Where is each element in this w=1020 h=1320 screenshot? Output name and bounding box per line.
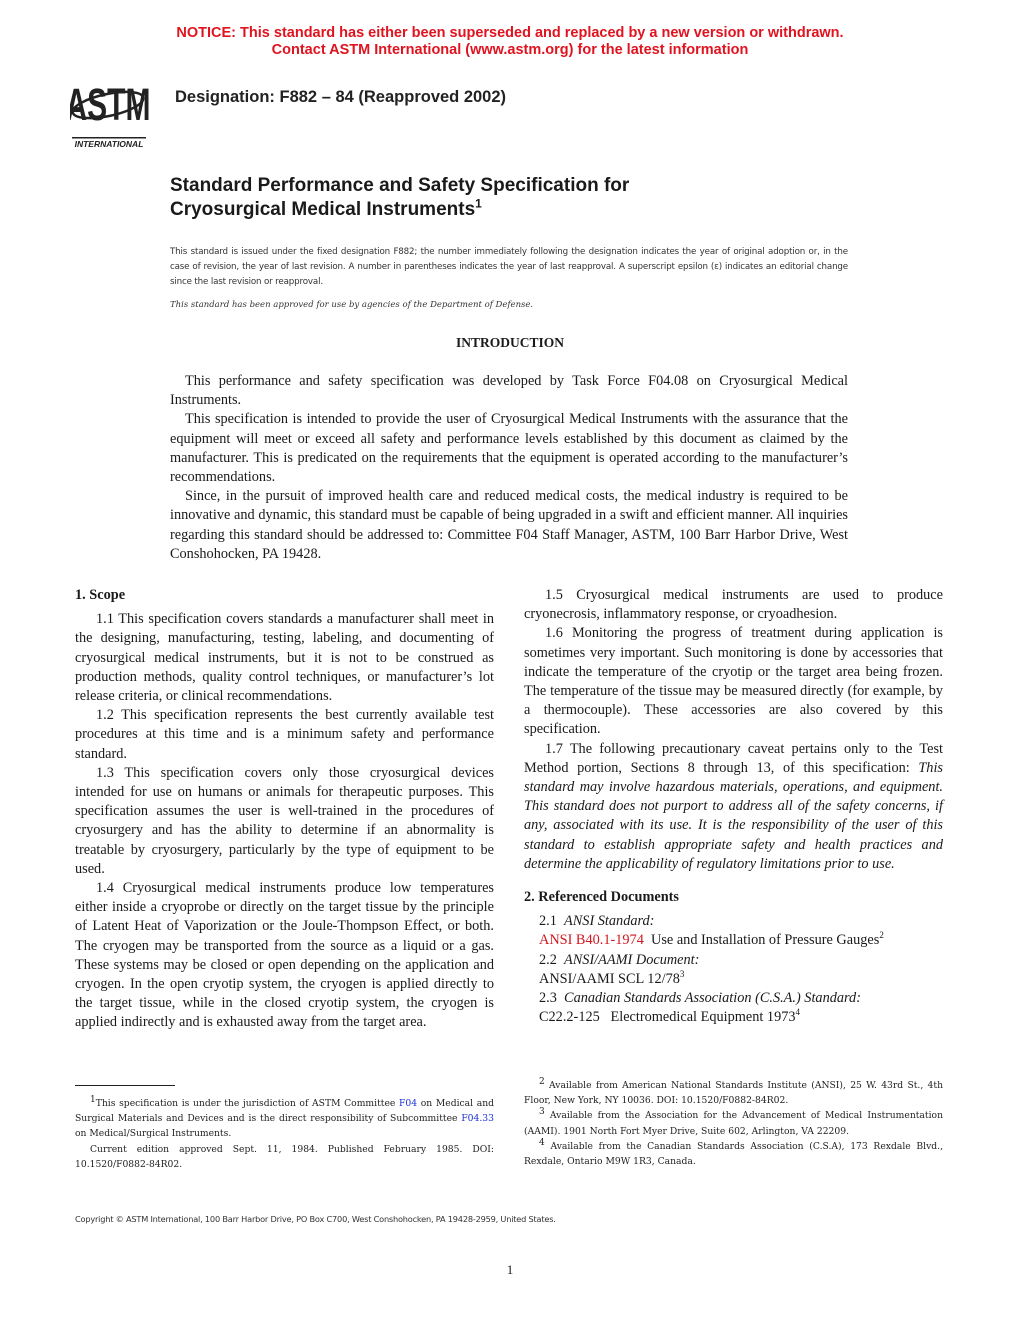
clause-1-5: 1.5 Cryosurgical medical instruments are used to produce cryonecrosis, inflammatory response, or cryoadhesion. bbox=[524, 587, 943, 623]
intro-paragraph: Since, in the pursuit of improved health care and reduced medical costs, the medical industry is required to be innovative and dynamic, this standard must be capable of being upgraded in a swift and efficient manner. All inquiries regarding this standard should be addressed to: Committee F04 Staff Manager, ASTM, 100 Barr Harbor Drive, West Conshohocken, PA 19428. bbox=[170, 488, 848, 562]
notice-line-1: NOTICE: This standard has either been superseded and replaced by a new version or withdrawn. bbox=[176, 25, 844, 41]
intro-paragraph: This specification is intended to provide the user of Cryosurgical Medical Instruments with the assurance that the equipment will meet or exceed all safety and performance levels established by this document as claimed by the manufacturer. This is predicated on the requirements that the equipment is operated according to the manufacturer’s recommendations. bbox=[170, 411, 848, 486]
issuance-note: This standard is issued under the fixed designation F882; the number immediately following the designation indicates the year of original adoption or, in the case of revision, the year of last revision. A number in parentheses indicates the year of last reapproval. A superscript epsilon (ε) indicates an editorial change since the last revision or reapproval. bbox=[170, 247, 848, 287]
ref-ansi-b40: ANSI B40.1-1974 Use and Installation of Pressure Gauges$^2$ bbox=[539, 930, 884, 949]
ref-2-2-label: 2.2 ANSI/AAMI Document: bbox=[539, 951, 700, 968]
svg-text:INTERNATIONAL: INTERNATIONAL bbox=[74, 139, 144, 149]
title-line-1: Standard Performance and Safety Specification for bbox=[170, 175, 630, 196]
page-number: 1 bbox=[506, 1262, 514, 1277]
footnote-4: $^4$ Available from the Canadian Standards Association (C.S.A), 173 Rexdale Blvd., Rexdale, Ontario M9W 1R3, Canada. bbox=[524, 1137, 943, 1168]
dod-approval-note: This standard has been approved for use by agencies of the Department of Defense. bbox=[170, 300, 534, 310]
section-referenced-heading: 2. Referenced Documents bbox=[524, 889, 679, 906]
ref-2-1-label: 2.1 ANSI Standard: bbox=[539, 913, 655, 930]
clause-1-2: 1.2 This specification represents the best currently available test procedures at this time and is a minimum safety and performance standard. bbox=[75, 707, 494, 762]
clause-1-7: 1.7 The following precautionary caveat pertains only to the Test Method portion, Sections 8 through 13, of this specification: This standard may involve hazardous materials, operations, and equipment. This standard does not purport to address all of the safety concerns, if any, associated with its use. It is the responsibility of the user of this standard to establish appropriate safety and health practices and determine the applicability of regulatory limitations prior to use. bbox=[524, 740, 943, 872]
astm-logo bbox=[70, 75, 160, 150]
notice-line-2: Contact ASTM International (www.astm.org) for the latest information bbox=[271, 42, 749, 58]
subcommittee-f04-33-link[interactable]: F04.33 bbox=[461, 1113, 494, 1125]
left-column bbox=[75, 586, 494, 1033]
astm-logo-icon bbox=[70, 75, 160, 150]
ref-2-3-label: 2.3 Canadian Standards Association (C.S.A.) Standard: bbox=[539, 990, 861, 1007]
designation: Designation: F882 – 84 (Reapproved 2002) bbox=[175, 88, 507, 106]
clause-1-1: 1.1 This specification covers standards a manufacturer shall meet in the designing, manufacturing, testing, labeling, and documenting of cryosurgical medical instruments, but it is not to be construed as production methods, quality control techniques, or manufacturer’s lot release criteria, or clinical recommendations. bbox=[75, 611, 494, 705]
footnote-1: $^1$This specification is under the jurisdiction of ASTM Committee F04 on Medical and Surgical Materials and Devices and is the direct responsibility of Subcommittee F04.33 on Medical/Surgical Instruments. bbox=[75, 1094, 495, 1140]
footnote-2: $^2$ Available from American National Standards Institute (ANSI), 25 W. 43rd St., 4th Floor, New York, NY 10036. DOI: 10.1520/F0882-84R02. bbox=[524, 1076, 943, 1107]
edition-note: Current edition approved Sept. 11, 1984. Published February 1985. DOI: 10.1520/F0882-84R02. bbox=[75, 1143, 494, 1170]
copyright-notice: Copyright © ASTM International, 100 Barr Harbor Drive, PO Box C700, West Conshohocken, PA 19428-2959, United States. bbox=[75, 1214, 556, 1224]
svg-text:ASTM: ASTM bbox=[70, 79, 151, 131]
safety-caveat: This standard may involve hazardous materials, operations, and equipment. This standard does not purport to address all of the safety concerns, if any, associated with its use. It is the responsibility of the user of this standard to establish appropriate safety and health practices and determine the applicability of regulatory limitations prior to use. bbox=[524, 759, 943, 872]
document-title bbox=[170, 174, 629, 222]
intro-paragraph: This performance and safety specification was developed by Task Force F04.08 on Cryosurgical Medical Instruments. bbox=[170, 373, 848, 409]
introduction-body bbox=[170, 372, 848, 564]
ref-aami-scl: ANSI/AAMI SCL $12/78^3$ bbox=[539, 969, 685, 987]
footnotes-left bbox=[75, 1096, 494, 1172]
section-scope-heading: 1. Scope bbox=[75, 587, 126, 603]
clause-1-4: 1.4 Cryosurgical medical instruments produce low temperatures either inside a cryoprobe or directly on the target tissue by the principle of Latent Heat of Vaporization or the Joule-Thompson Effect, or both. The cryogen may be transported from the source as a liquid or a gas. These systems may be closed or open depending on the application and cryogen. In the open cryotip system, the cryogen is applied directly to the target tissue, while in the closed cryotip system, the cryogen is applied indirectly and is exhausted away from the target area. bbox=[75, 880, 494, 1031]
committee-f04-link[interactable]: F04 bbox=[399, 1098, 418, 1109]
footnote-divider bbox=[75, 1085, 175, 1086]
ref-csa-c22: C22.2-125 Electromedical Equipment 1973$^4$ bbox=[539, 1007, 801, 1026]
withdrawal-notice bbox=[0, 25, 1020, 59]
ansi-b40-link[interactable]: ANSI B40.1-1974 bbox=[539, 932, 644, 949]
right-column bbox=[524, 586, 943, 1027]
clause-1-3: 1.3 This specification covers only those cryosurgical devices intended for use on humans or animals for therapeutic purposes. This specification assumes the user is well-trained in the procedures of cryosurgery and has the ability to determine if an abnormality is treatable by cryosurgery, particularly by the type of equipment to be used. bbox=[75, 764, 494, 877]
footnotes-right bbox=[524, 1078, 943, 1169]
title-line-2: Cryosurgical Medical Instruments$^1$ bbox=[170, 196, 482, 220]
clause-1-6: 1.6 Monitoring the progress of treatment during application is sometimes very important. Such monitoring is done by accessories that indicate the temperature of the cryotip or the target area being frozen. The temperature of the tissue may be measured directly (for example, by a thermocouple). These accessories are also covered by this specification. bbox=[524, 625, 943, 738]
title-footnote-mark: 1 bbox=[475, 196, 482, 211]
referenced-documents bbox=[524, 912, 943, 1027]
introduction-heading: INTRODUCTION bbox=[455, 335, 564, 350]
footnote-3: $^3$ Available from the Association for the Advancement of Medical Instrumentation (AAMI). 1901 North Fort Myer Drive, Suite 602, Arlington, VA 22209. bbox=[524, 1107, 943, 1137]
